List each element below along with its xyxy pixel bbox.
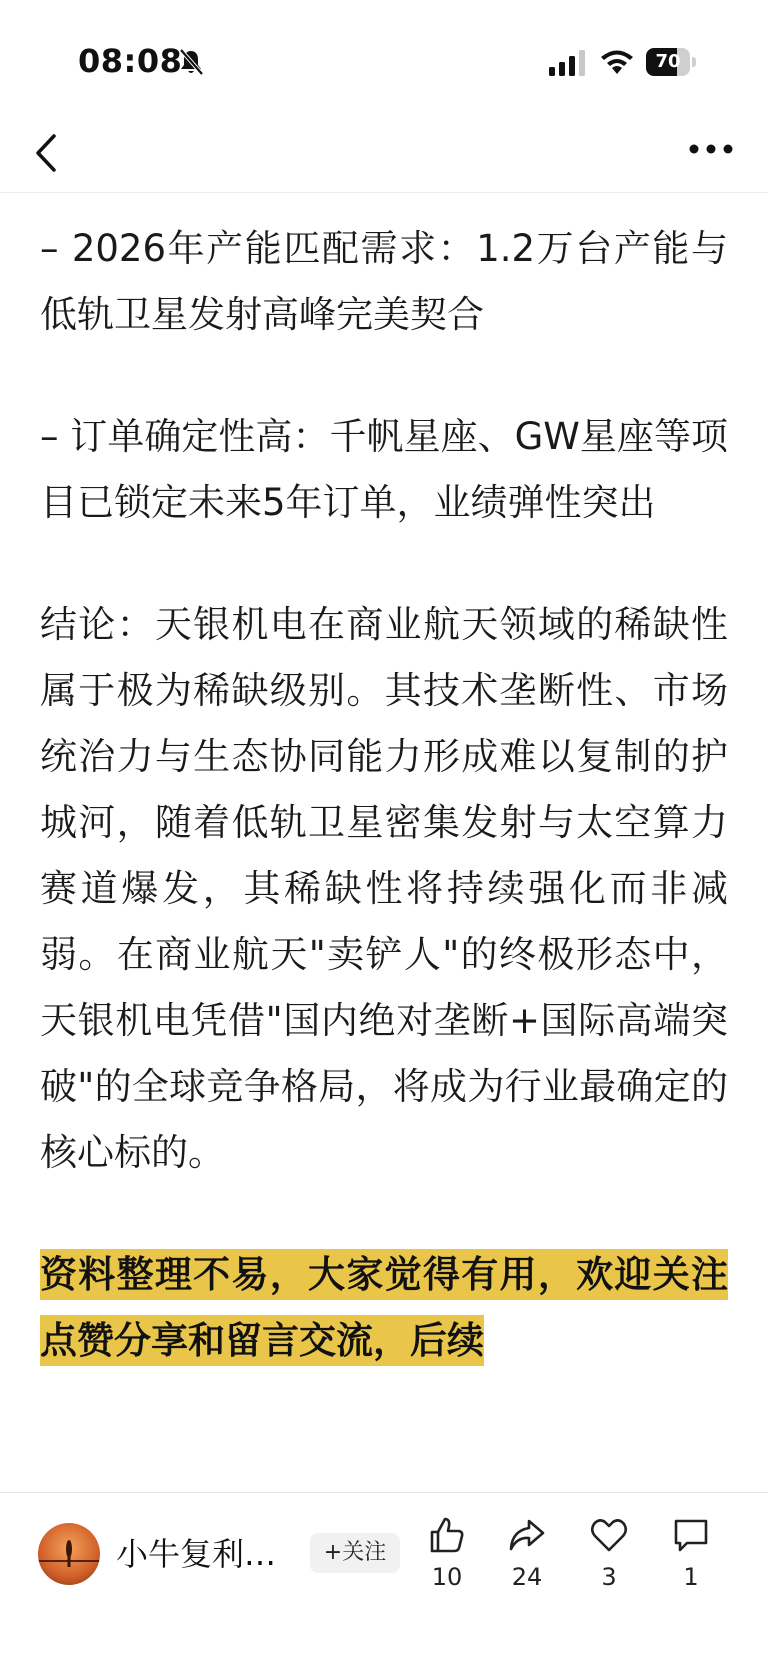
battery-percent: 70	[655, 51, 681, 72]
article-paragraph: – 2026年产能匹配需求：1.2万台产能与低轨卫星发射高峰完美契合	[40, 227, 728, 336]
back-chevron-icon[interactable]	[30, 130, 60, 176]
heart-icon	[589, 1515, 629, 1555]
author-name[interactable]: 小牛复利…	[116, 1535, 277, 1573]
nav-bar	[0, 120, 768, 193]
thumbs-up-icon	[427, 1515, 467, 1555]
more-options-icon[interactable]	[688, 142, 734, 156]
article-paragraph: – 订单确定性高：千帆星座、GW星座等项目已锁定未来5年订单，业绩弹性突出	[40, 415, 728, 524]
favorite-button[interactable]	[574, 1515, 644, 1591]
status-bar	[0, 0, 768, 120]
highlighted-callout	[40, 1242, 728, 1374]
bell-muted-icon	[178, 48, 204, 76]
highlight-text: 资料整理不易，大家觉得有用，欢迎关注点赞分享和留言交流，后续	[40, 1249, 728, 1366]
like-button[interactable]	[412, 1515, 482, 1591]
battery-indicator	[646, 48, 698, 76]
share-button[interactable]	[492, 1515, 562, 1591]
share-arrow-icon	[507, 1515, 547, 1555]
article-body	[40, 216, 728, 1488]
share-count: 24	[511, 1563, 543, 1591]
article-conclusion: 结论：天银机电在商业航天领域的稀缺性属于极为稀缺级别。其技术垄断性、市场统治力与生态协同能力形成难以复制的护城河，随着低轨卫星密集发射与太空算力赛道爆发，其稀缺性将持续强化而非减弱。在商业航天"卖铲人"的终极形态中，天银机电凭借"国内绝对垄断+国际高端突破"的全球竞争格局，将成为行业最确定的核心标的。	[40, 603, 728, 1174]
comment-button[interactable]	[656, 1515, 726, 1591]
cellular-signal-icon	[549, 50, 585, 76]
comment-bubble-icon	[671, 1515, 711, 1555]
favorite-count: 3	[601, 1563, 617, 1591]
author-avatar[interactable]	[38, 1523, 100, 1585]
wifi-icon	[600, 47, 634, 75]
follow-button[interactable]: +关注	[310, 1533, 400, 1573]
like-count: 10	[431, 1563, 463, 1591]
comment-count: 1	[683, 1563, 699, 1591]
status-time: 08:08	[78, 42, 183, 80]
bottom-action-bar	[0, 1492, 768, 1671]
